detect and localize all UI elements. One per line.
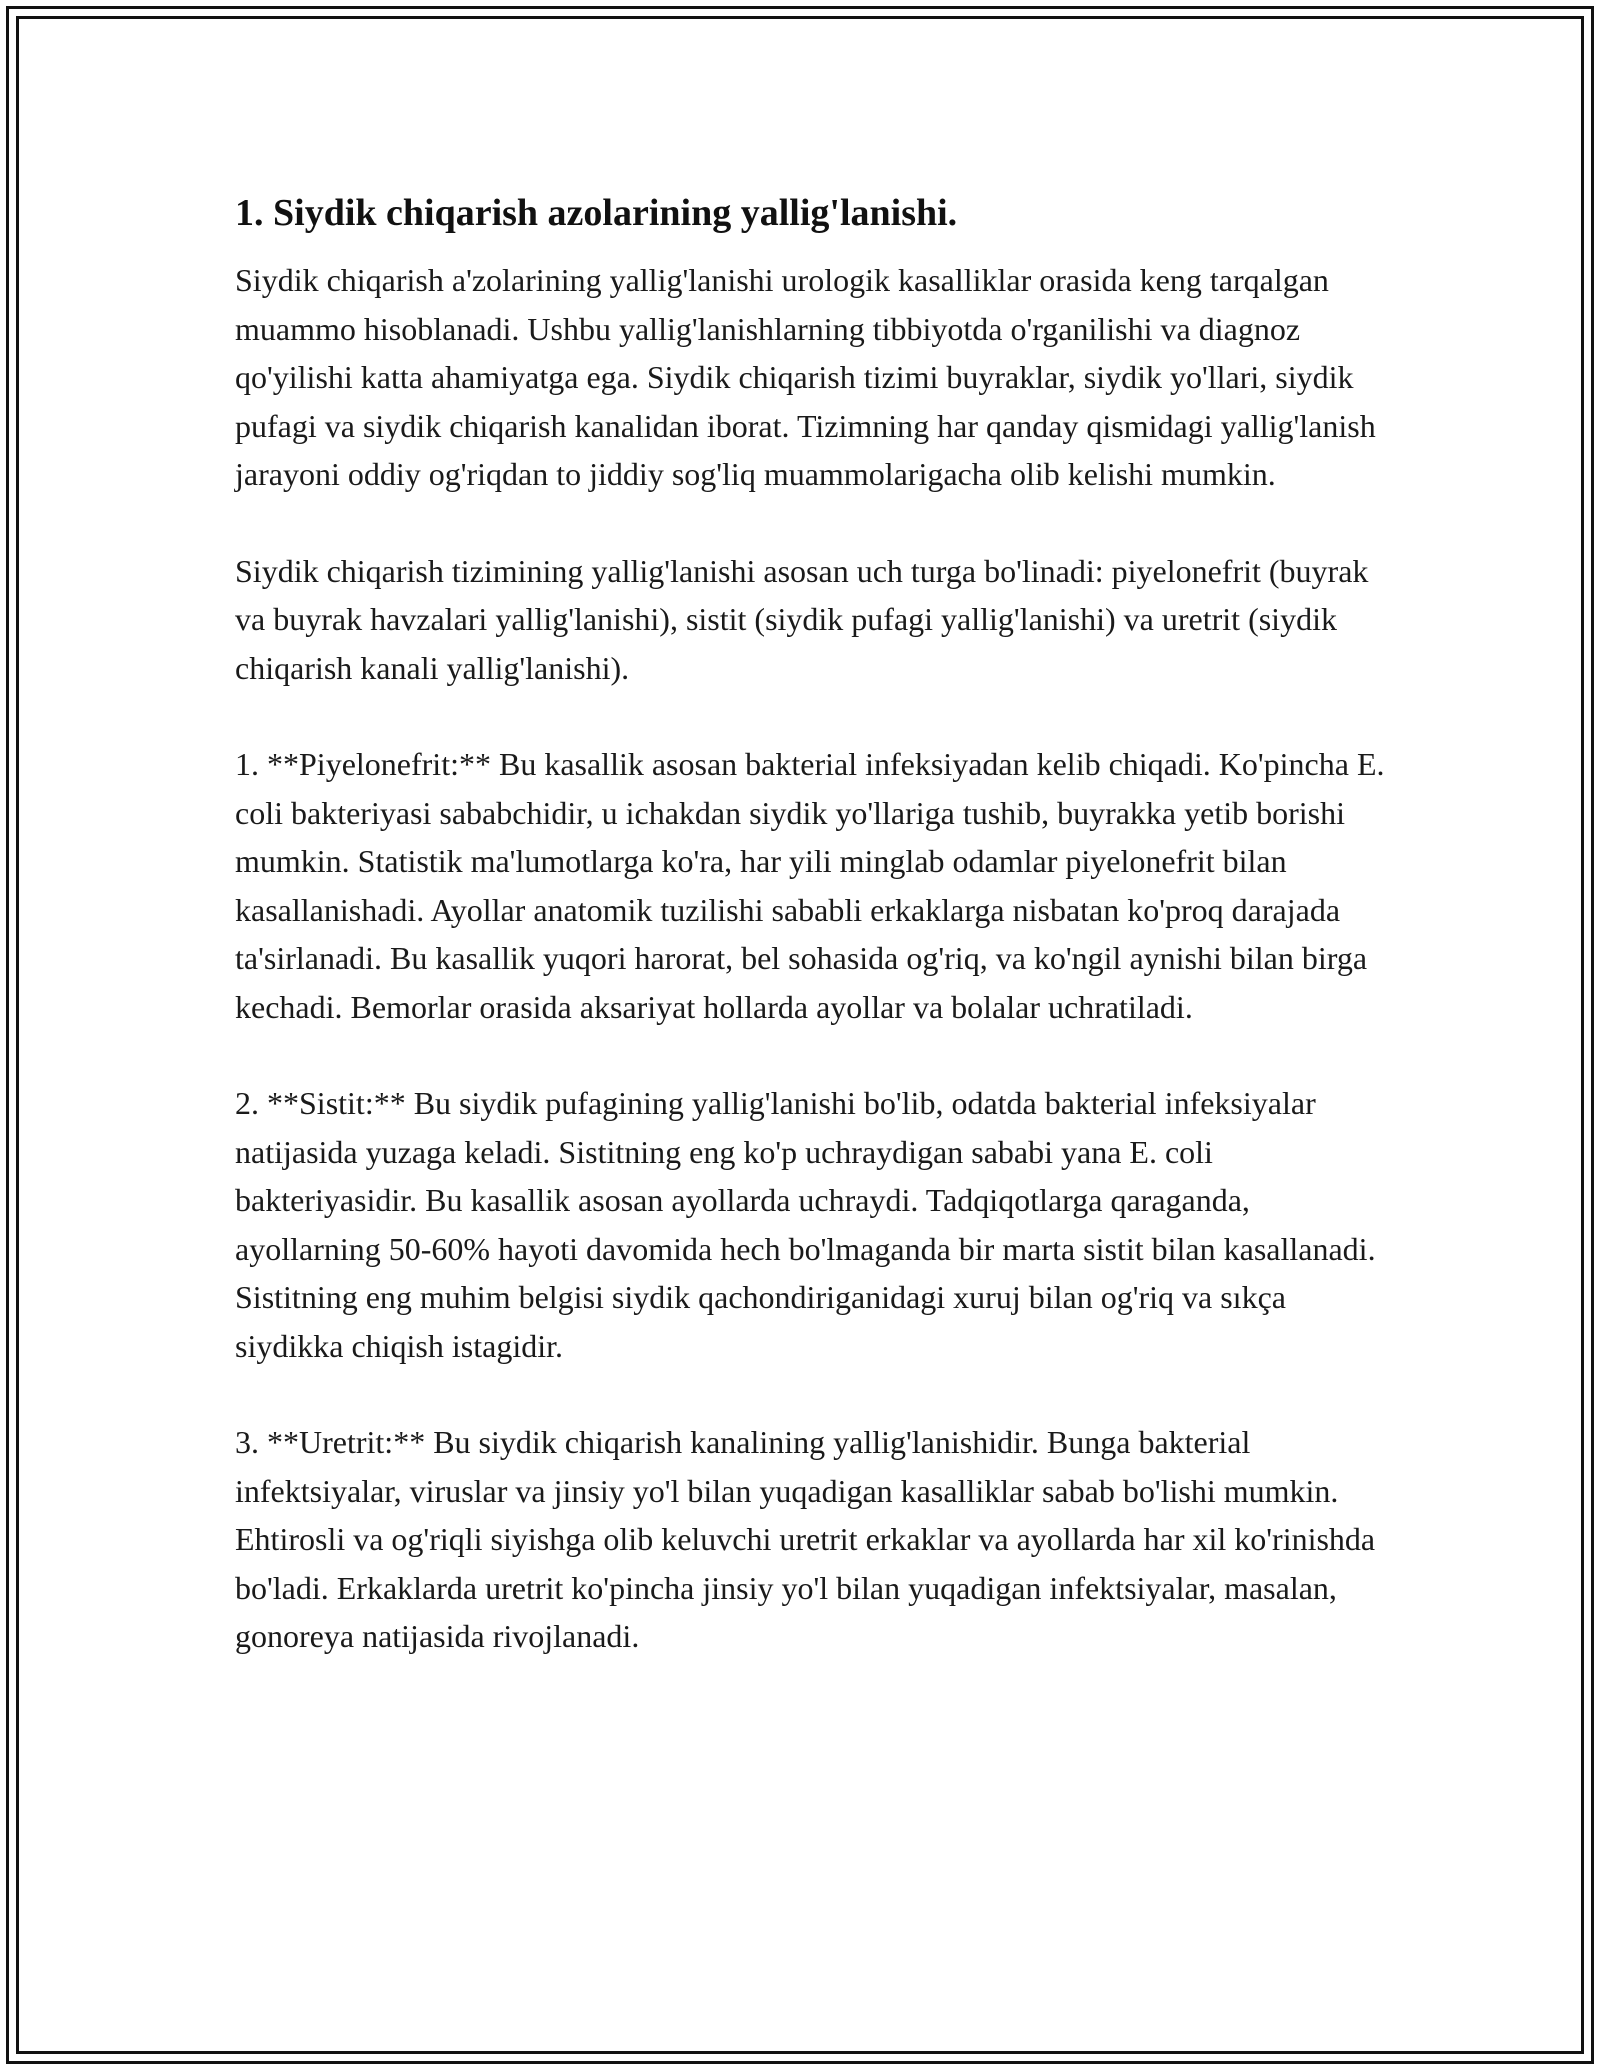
intro-paragraph: Siydik chiqarish a'zolarining yallig'lanishi urologik kasalliklar orasida keng tarqalgan muammo hisoblanadi. Ushbu yallig'lanishlarning tibbiyotda o'rganilishi va diagnoz qo'yilishi katta ahamiyatga ega. Siydik chiqarish tizimi buyraklar, siydik yo'llari, siydik pufagi va siydik chiqarish kanalidan iborat. Tizimning har qanday qismidagi yallig'lanish jarayoni oddiy og'riqdan to jiddiy sog'liq muammolarigacha olib kelishi mumkin. xyxy=(235,262,1376,492)
cystitis-paragraph: 2. **Sistit:** Bu siydik pufagining yallig'lanishi bo'lib, odatda bakterial infeksiyalar natijasida yuzaga keladi. Sistitning eng ko'p uchraydigan sababi yana E. coli bakteriyasidir. Bu kasallik asosan ayollarda uchraydi. Tadqiqotlarga qaraganda, ayollarning 50-60% hayoti davomida hech bo'lmaganda bir marta sistit bilan kasallanadi. Sistitning eng muhim belgisi siydik qachondiriganidagi xuruj bilan og'riq va sıkça siydikka chiqish istagidir. xyxy=(235,1085,1376,1364)
document-body xyxy=(235,188,1395,1709)
types-paragraph: Siydik chiqarish tizimining yallig'lanishi asosan uch turga bo'linadi: piyelonefrit (buyrak va buyrak havzalari yallig'lanishi), sistit (siydik pufagi yallig'lanishi) va uretrit (siydik chiqarish kanali yallig'lanishi). xyxy=(235,552,1369,686)
section-heading: 1. Siydik chiqarish azolarining yallig'lanishi. xyxy=(235,192,958,234)
pyelonephritis-paragraph: 1. **Piyelonefrit:** Bu kasallik asosan bakterial infeksiyadan kelib chiqadi. Ko'pincha E. coli bakteriyasi sababchidir, u ichakdan siydik yo'llariga tushib, buyrakka yetib borishi mumkin. Statistik ma'lumotlarga ko'ra, har yili minglab odamlar piyelonefrit bilan kasallanishadi. Ayollar anatomik tuzilishi sababli erkaklarga nisbatan ko'proq darajada ta'sirlanadi. Bu kasallik yuqori harorat, bel sohasida og'riq, va ko'ngil aynishi bilan birga kechadi. Bemorlar orasida aksariyat hollarda ayollar va bolalar uchratiladi. xyxy=(235,746,1385,1025)
urethritis-paragraph: 3. **Uretrit:** Bu siydik chiqarish kanalining yallig'lanishidir. Bunga bakterial infektsiyalar, viruslar va jinsiy yo'l bilan yuqadigan kasalliklar sabab bo'lishi mumkin. Ehtirosli va og'riqli siyishga olib keluvchi uretrit erkaklar va ayollarda har xil ko'rinishda bo'ladi. Erkaklarda uretrit ko'pincha jinsiy yo'l bilan yuqadigan infektsiyalar, masalan, gonoreya natijasida rivojlanadi. xyxy=(235,1424,1376,1654)
